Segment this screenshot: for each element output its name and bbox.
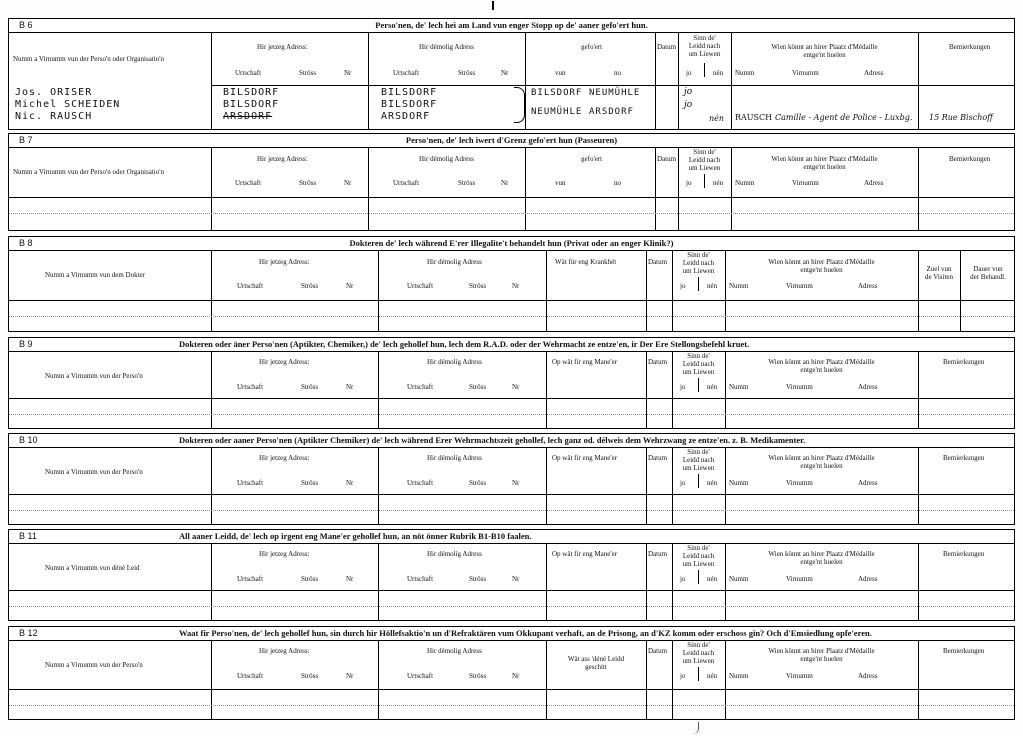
entry-alive-3: nén [709, 114, 725, 123]
date-label: Datum [657, 155, 677, 163]
street-label: Ströss [301, 383, 319, 391]
to-label: no [614, 69, 621, 77]
name-label: Numm a Virnumm vun dem Dokter [45, 271, 145, 279]
medal-firstname-label: Virnumm [786, 672, 813, 680]
date-label: Datum [648, 454, 668, 462]
medal-address-label: Adress [858, 383, 878, 391]
remarks-label: Bemierkungen [949, 155, 991, 163]
street-label: Ströss [301, 282, 319, 290]
current-address-label: Hir jetzeg Adress: [257, 43, 308, 51]
no-label: nén [707, 479, 718, 487]
from-label: vun [555, 69, 566, 77]
medal-firstname-label: Virnumm [786, 383, 813, 391]
brace-mark [514, 87, 525, 123]
town-label: Urtschaft [237, 672, 264, 680]
nr-label: Nr [501, 69, 509, 77]
bottom-pen-mark [690, 722, 699, 734]
medal-address-label: Adress [864, 69, 884, 77]
section-id: B 7 [19, 135, 33, 145]
medal-address-label: Adress [858, 575, 878, 583]
street-label: Ströss [458, 69, 476, 77]
alive-label: Sinn de' Leidd nach um Liewen [682, 352, 715, 376]
entry-from-1: BILSDORF [531, 88, 583, 98]
alive-label: Sinn de' Leidd nach um Liewen [682, 544, 715, 568]
former-address-label: Hir démolig Adress [427, 258, 482, 266]
transported-label: gefo'ert [581, 43, 603, 51]
medal-address-label: Adress [858, 282, 878, 290]
date-label: Datum [657, 43, 677, 51]
remarks-label: Bemierkungen [949, 43, 991, 51]
street-label: Ströss [301, 672, 319, 680]
street-label: Ströss [299, 69, 317, 77]
nr-label: Nr [346, 479, 354, 487]
section-b11 [8, 529, 1015, 621]
medal-name-label: Numm [729, 383, 749, 391]
yes-label: jo [680, 282, 686, 290]
street-label: Ströss [469, 479, 487, 487]
section-id: B 6 [19, 20, 33, 30]
section-title: Dokteren oder aaner Perso'nen (Aptikter Chemiker) de' lech während Erer Wehrmachtszeit gehollef, lech ganz od. délweis dem Wehrzwang ze entze'en. z. B. Medikamenter. [179, 435, 806, 445]
date-label: Datum [648, 358, 668, 366]
remarks-label: Bemierkungen [943, 550, 985, 558]
date-label: Datum [648, 258, 668, 266]
no-label: nén [707, 282, 718, 290]
medal-label: Wien könnt an hirer Plaatz d'Médaille entge'nt huelen [768, 454, 875, 470]
town-label: Urtschaft [237, 575, 264, 583]
current-address-label: Hir jetzeg Adress: [259, 454, 310, 462]
medal-label: Wien könnt an hirer Plaatz d'Médaille entge'nt huelen [768, 647, 875, 663]
medal-label: Wien könnt an hirer Plaatz d'Médaille entge'nt huelen [768, 258, 875, 274]
remarks-label: Bemierkungen [943, 454, 985, 462]
entry-current-town-1: BILSDORF [223, 87, 280, 98]
alive-label: Sinn de' Leidd nach um Liewen [682, 641, 715, 665]
town-label: Urtschaft [407, 479, 434, 487]
nr-label: Nr [512, 672, 520, 680]
entry-former-town-1: BILSDORF [381, 87, 438, 98]
street-label: Ströss [469, 575, 487, 583]
former-address-label: Hir démolig Adress [427, 454, 482, 462]
nr-label: Nr [344, 69, 352, 77]
entry-medal-name: RAUSCH [735, 113, 773, 122]
illness-label: Wät für eng Krankhét [555, 258, 617, 266]
section-title: Perso'nen, de' lech hei am Land vun enger Stopp op de' aaner gefo'ert hun. [375, 20, 648, 30]
transported-label: gefo'ert [581, 155, 603, 163]
section-id: B 10 [19, 435, 38, 445]
visits-count-label: Zuel vun de Visiten [924, 265, 954, 281]
nr-label: Nr [501, 179, 509, 187]
medal-firstname-label: Virnumm [786, 282, 813, 290]
entry-name-1: Jos. ORISER [15, 87, 93, 98]
medal-label: Wien könnt an hirer Plaatz d'Médaille entge'nt huelen [768, 550, 875, 566]
treatment-duration-label: Dauer vun der Behandl. [970, 265, 1006, 281]
to-label: no [614, 179, 621, 187]
section-title: Waat fir Perso'nen, de' lech gehollef hun, sin durch hir Höllefsaktio'n un d'Refraktären vum Okkupant verhaft, an de Prisong, an d'KZ komm oder erschoss gin? Och d'Emsiedlung opfe'eren. [179, 628, 872, 638]
entry-name-2: Michel SCHEIDEN [15, 99, 121, 110]
section-b10 [8, 433, 1015, 525]
medal-address-label: Adress [864, 179, 884, 187]
medal-name-label: Numm [729, 575, 749, 583]
street-label: Ströss [469, 282, 487, 290]
name-label: Numm a Virnumm vun der Perso'n [45, 372, 143, 380]
town-label: Urtschaft [393, 69, 420, 77]
entry-alive-1: jo [684, 87, 693, 97]
yes-label: jo [680, 575, 686, 583]
medal-firstname-label: Virnumm [792, 69, 819, 77]
entry-alive-2: jo [684, 100, 693, 110]
former-address-label: Hir démolig Adress [427, 647, 482, 655]
section-id: B 8 [19, 238, 33, 248]
town-label: Urtschaft [237, 282, 264, 290]
medal-name-label: Numm [729, 479, 749, 487]
section-id: B 9 [19, 339, 33, 349]
current-address-label: Hir jetzeg Adress: [259, 358, 310, 366]
medal-name-label: Numm [735, 69, 755, 77]
entry-to-2: ARSDORF [589, 107, 634, 117]
medal-label: Wien könnt an hirer Plaatz d'Médaille entge'nt huelen [768, 358, 875, 374]
medal-firstname-label: Virnumm [792, 179, 819, 187]
no-label: nén [707, 575, 718, 583]
entry-medal-firstname: Camille - Agent de Police - Luxbg. [775, 113, 913, 122]
yes-label: jo [680, 672, 686, 680]
street-label: Ströss [469, 383, 487, 391]
yes-label: jo [686, 69, 692, 77]
nr-label: Nr [344, 179, 352, 187]
section-b8 [8, 236, 1015, 332]
town-label: Urtschaft [407, 383, 434, 391]
former-address-label: Hir démolig Adress [419, 43, 474, 51]
nr-label: Nr [512, 282, 520, 290]
no-label: nén [707, 672, 718, 680]
entry-current-town-2: BILSDORF [223, 99, 280, 110]
name-label: Numm a Virnumm vun der Perso'n [45, 468, 143, 476]
medal-firstname-label: Virnumm [786, 575, 813, 583]
manner-label: Op wät fir eng Mane'er [552, 358, 618, 366]
yes-label: jo [680, 479, 686, 487]
name-label: Numm a Virnumm vun déné Leid [45, 564, 140, 572]
alive-label: Sinn de' Leidd nach um Liewen [688, 148, 721, 172]
street-label: Ströss [299, 179, 317, 187]
current-address-label: Hir jetzeg Adress: [259, 647, 310, 655]
current-address-label: Hir jetzeg Adress: [259, 550, 310, 558]
current-address-label: Hir jetzeg Adress: [257, 155, 308, 163]
name-label: Numm a Virnumm vun der Perso'n oder Organisatio'n [13, 168, 164, 176]
no-label: nén [713, 69, 724, 77]
entry-name-3: Nic. RAUSCH [15, 111, 93, 122]
town-label: Urtschaft [407, 282, 434, 290]
remarks-label: Bemierkungen [943, 358, 985, 366]
no-label: nén [707, 383, 718, 391]
manner-label: Op wät fir eng Mane'er [552, 550, 618, 558]
medal-label: Wien könnt an hirer Plaatz d'Médaille entge'nt huelen [771, 155, 878, 171]
nr-label: Nr [512, 575, 520, 583]
town-label: Urtschaft [237, 479, 264, 487]
section-title: Dokteren de' lech während E'rer Illegalite't behandelt hun (Privat oder an enger Klinik?) [349, 238, 674, 248]
what-happened-label: Wät ass 'déné Leidd geschitt [567, 655, 625, 671]
section-b9 [8, 337, 1015, 429]
section-title: Perso'nen, de' lech iwert d'Grenz gefo'ert hun (Passeuren) [405, 135, 618, 145]
town-label: Urtschaft [393, 179, 420, 187]
town-label: Urtschaft [235, 179, 262, 187]
entry-to-1: NEUMÜHLE [589, 88, 641, 98]
date-label: Datum [648, 550, 668, 558]
name-label: Numm a Virnumm vun der Perso'n [45, 661, 143, 669]
alive-label: Sinn de' Leidd nach um Liewen [688, 34, 721, 58]
nr-label: Nr [346, 672, 354, 680]
street-label: Ströss [458, 179, 476, 187]
alive-label: Sinn de' Leidd nach um Liewen [682, 251, 715, 275]
yes-label: jo [686, 179, 692, 187]
street-label: Ströss [469, 672, 487, 680]
section-id: B 12 [19, 628, 38, 638]
section-b6 [8, 18, 1015, 130]
former-address-label: Hir démolig Adress [427, 358, 482, 366]
entry-medal-address: 15 Rue Bischoff [929, 113, 993, 122]
medal-address-label: Adress [858, 672, 878, 680]
alive-label: Sinn de' Leidd nach um Liewen [682, 448, 715, 472]
former-address-label: Hir démolig Adress [419, 155, 474, 163]
nr-label: Nr [512, 479, 520, 487]
top-tick-mark [492, 1, 494, 10]
town-label: Urtschaft [237, 383, 264, 391]
medal-name-label: Numm [729, 672, 749, 680]
town-label: Urtschaft [407, 575, 434, 583]
section-title: Dokteren oder äner Perso'nen (Aptikter, Chemiker,) de' lech gehollef hun, lech dem R.A.D. oder der Wehrmacht ze entze'en, ir Der Ere Stellongsbefehl kruet. [179, 339, 750, 349]
yes-label: jo [680, 383, 686, 391]
former-address-label: Hir démolig Adress [427, 550, 482, 558]
nr-label: Nr [346, 575, 354, 583]
section-b12 [8, 626, 1015, 720]
medal-firstname-label: Virnumm [786, 479, 813, 487]
section-b7 [8, 133, 1015, 231]
section-title: All aaner Leidd, de' lech op irgent eng Mane'er gehollef hun, an nöt önner Rubrik B1-B10 faalen. [179, 531, 532, 541]
medal-label: Wien könnt an hirer Plaatz d'Médaille entge'nt huelen [771, 43, 878, 59]
remarks-label: Bemierkungen [943, 647, 985, 655]
date-label: Datum [648, 647, 668, 655]
entry-from-2: NEUMÜHLE [531, 107, 583, 117]
town-label: Urtschaft [235, 69, 262, 77]
current-address-label: Hir jetzeg Adress: [259, 258, 310, 266]
nr-label: Nr [512, 383, 520, 391]
nr-label: Nr [346, 282, 354, 290]
from-label: vun [555, 179, 566, 187]
entry-former-town-2: BILSDORF [381, 99, 438, 110]
medal-address-label: Adress [858, 479, 878, 487]
town-label: Urtschaft [407, 672, 434, 680]
name-label: Numm a Virnumm vun der Perso'n oder Organisatio'n [13, 55, 164, 63]
manner-label: Op wät fir eng Mane'er [552, 454, 618, 462]
section-id: B 11 [19, 531, 37, 541]
street-label: Ströss [301, 575, 319, 583]
entry-current-town-3: ARSDORF [223, 111, 273, 122]
no-label: nén [713, 179, 724, 187]
nr-label: Nr [346, 383, 354, 391]
entry-former-town-3: ARSDORF [381, 111, 431, 122]
medal-name-label: Numm [729, 282, 749, 290]
medal-name-label: Numm [735, 179, 755, 187]
street-label: Ströss [301, 479, 319, 487]
